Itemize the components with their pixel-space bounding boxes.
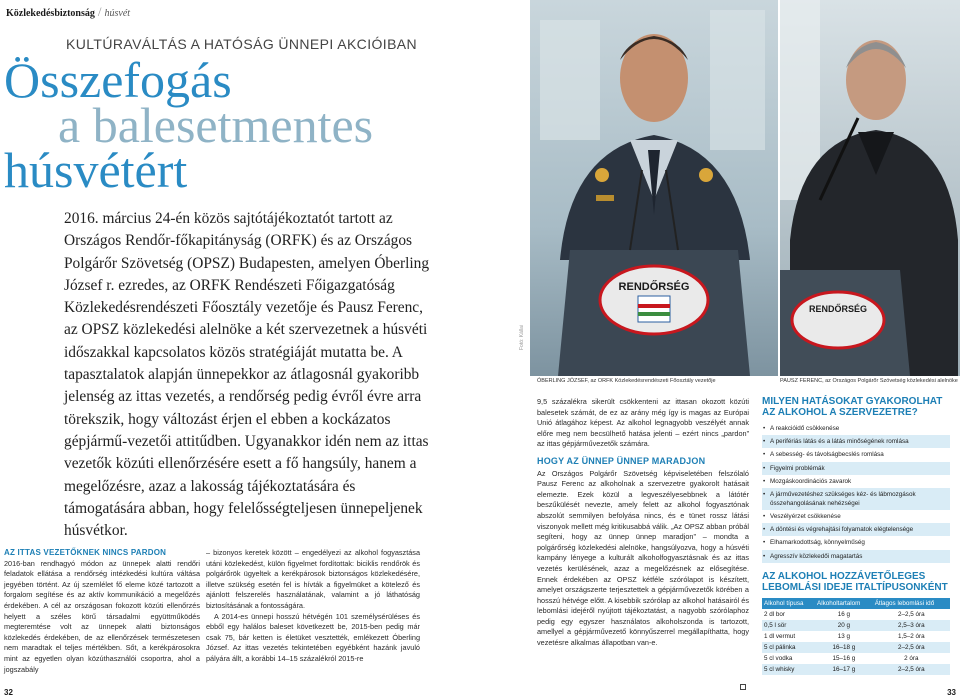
effects-list-item: • A döntési és végrehajtási folyamatok elégtelensége — [762, 523, 950, 536]
table-cell: 16–18 g — [815, 642, 873, 653]
body-paragraph: – bizonyos keretek között – engedélyezi az alkohol fogyasztása utáni közlekedést, külön figyelmet fordítottak: biciklis rendőrök és polgárőrök ügyeltek a kerékpárosok biztonságos közlekedésére, illetve szükség esetén fel is hívták a figyelmüket a kötelező és ajánlott felszerelés használatának, valamint a jó láthatóság biztosításának a fontosságára. — [206, 548, 420, 610]
alcohol-breakdown-table — [762, 598, 950, 675]
effects-list-item: • A sebesség- és távolságbecslés romlása — [762, 448, 950, 461]
table-cell: 20 g — [815, 620, 873, 631]
article-headline — [4, 52, 474, 198]
table-cell: 16–17 g — [815, 664, 873, 675]
table-cell: 13 g — [837, 632, 850, 640]
table-row — [762, 653, 950, 664]
effects-list-item: • A járművezetéshez szükséges kéz- és lábmozgások összehangolásának nehézségei — [762, 488, 950, 510]
article-kicker: KULTÚRAVÁLTÁS A HATÓSÁG ÜNNEPI AKCIÓIBAN — [66, 36, 418, 52]
photo-oberling — [530, 0, 778, 376]
table-cell: 2–2,5 óra — [873, 642, 950, 653]
section-heading-1: AZ ITTAS VEZETŐKNEK NINCS PARDON — [4, 548, 167, 557]
table-row — [762, 664, 950, 675]
running-header-left — [6, 4, 130, 20]
effects-list-item: • Elhamarkodottság, könnyelműség — [762, 536, 950, 549]
body-paragraph: A 2014-es ünnepi hosszú hétvégén 101 személysérüléses és ebből egy halálos baleset következett be, 2015-ben pedig már csak 75, bár ketten is életüket vesztették, emlékezett Óberling József. Az ittas vezetés tekintetében egyébként hazánk javuló pályára állt, a korábbi 14–15 százalékról 2015-re — [206, 611, 420, 663]
table-cell: 5 cl pálinka — [762, 642, 815, 653]
page-number-left: 32 — [4, 688, 13, 697]
table-row — [762, 631, 950, 642]
table-cell: 1 dl vermut — [764, 632, 796, 640]
section-heading-2: HOGY AZ ÜNNEP ÜNNEP MARADJON — [537, 455, 706, 466]
headline-line-2: a balesetmentes — [58, 97, 374, 153]
header-divider: / — [97, 4, 102, 19]
magazine-name: Közlekedésbiztonság — [6, 8, 95, 19]
body-column-1 — [4, 548, 200, 675]
page-number-right: 33 — [947, 688, 956, 697]
table-cell: 5 cl vodka — [764, 654, 793, 662]
table-cell: 16 g — [837, 610, 850, 618]
table-cell: 2–2,5 óra — [898, 610, 925, 618]
table-cell: 2,5–3 óra — [873, 620, 950, 631]
effects-list — [762, 422, 950, 563]
table-header-cell: Átlagos lebomlási idő — [873, 598, 950, 609]
table-header-cell: Alkohol típusa — [762, 598, 815, 609]
body-paragraph: 2016-ban rendhagyó módon az ünnepek alatti rendőri feladatok ellátása a rendőrség intézkedési kultúra váltása jegyében történt. Az új szemlélet fő eleme közé tartozott a forgalom segítése és az aktív kommunikáció a megelőzés érdekében. A cél az országosan fokozott közúti ellenőrzés helyett a széles körű társadalmi együttműködés megteremtése volt az ünnepek alatti biztonságos közlekedés érdekében, de az ellenőrzések természetesen nem maradtak el teljes mértékben. Sőt, a kerékpárosokra mint az egyetlen olyan közúthasználói csoportra, ahol a jogszabály — [4, 558, 200, 674]
body-paragraph: Az Országos Polgárőr Szövetség képviseletében felszólaló Pausz Ferenc az alkoholnak a szervezetre gyakorolt hatásait elemezte. Ezek közül a legveszélyesebbnek a látótér beszűkülését nevezte, amely felett az alkohol fogyasztónak abszolút semmilyen befolyása nincs, és e tünet rossz látási viszonyok mellett még kritikusabbá válik. „Az OPSZ abban próbál segíteni, hogy az ünnep ünnep maradjon” – mondta a polgárőrség közlekedési alelnöke, hangsúlyozva, hogy a húsvéti kampány lényege a kulturált alkoholfogyasztásnak és az ittas vezetés kerülésének, azaz a megelőzésnek az elősegítése. Ennek érdekében az OPSZ kétféle szórólapot is készített, amelyet országszerte terjesztettek a gépjárművezetők körében a hosszú hétvége előtt. A kisebbik szórólap az alkohol hatásairól és lebomlási idejéről nyújtott tájékoztatást, a nagyobb szórólaphoz pedig egy egyszer használatos alkoholszonda is tartozott, amellyel a gépjárművezető könnyűszerrel megállapíthatta, hogy vezetésre alkalmas állapotban van-e. — [537, 468, 749, 648]
photo-pausz — [780, 0, 960, 376]
table-cell: 5 cl whisky — [762, 664, 815, 675]
effects-list-item: • A reakcióidő csökkenése — [762, 422, 950, 435]
table-row — [762, 642, 950, 653]
photo-credit: Fotó: Kállai — [519, 324, 525, 350]
sidebar-heading-effects: MILYEN HATÁSOKAT GYAKOROLHAT AZ ALKOHOL A SZERVEZETRE? — [762, 396, 943, 418]
table-cell: 2 óra — [904, 654, 919, 662]
effects-list-item: • Figyelmi problémák — [762, 462, 950, 475]
body-paragraph: 9,5 százalékra sikerült csökkenteni az ittasan okozott közúti balesetek számát, de ez az arány még így is magas az Európai Unió átlagához képest. Az alkohol legnagyobb veszélyét annak előre meg nem becsülhető hatása jelenti – ezért nincs „pardon” az ittas gépjárművezetők számára. — [537, 397, 749, 449]
effects-list-item: • Mozgáskoordinációs zavarok — [762, 475, 950, 488]
table-row — [762, 620, 950, 631]
headline-line-1: Összefogás — [4, 52, 232, 108]
svg-text:RENDŐRSÉG: RENDŐRSÉG — [808, 304, 868, 314]
table-header-cell: Alkoholtartalom — [815, 598, 873, 609]
table-header-row — [762, 598, 950, 609]
article-lead: 2016. március 24-én közös sajtótájékoztatót tartott az Országos Rendőr-főkapitányság (ORFK) és az Országos Polgárőr Szövetség (OPSZ) Budapesten, amelyen Óberling József r. ezredes, az ORFK Rendészeti Főigazgatóság Közlekedésrendészeti Főosztály vezetője és Pausz Ferenc, az OPSZ közlekedési alelnöke a két szervezetnek a húsvéti időszakkal kapcsolatos közös stratégiáját mutatta be. A tapasztalatok alapján ünnepekkor az átlagosnál gyakoribb jelenség az ittas vezetés, a rendőrség pedig évről évre arra törekszik, hogy változást érjen el ebben a kockázatos gépjármű-vezetői attitűdben. Ugyanakkor idén nem az ittas vezetők közúti ellenőrzésére esett a fő hangsúly, hanem a megelőzésre, azaz a lakosság tájékoztatására és támogatására abban, hogy felelősségteljesen ünnepeljenek húsvétkor. — [64, 210, 430, 540]
table-cell: 0,5 l sör — [762, 620, 815, 631]
effects-list-item: • A perifériás látás és a látás minőségének romlása — [762, 435, 950, 448]
table-cell: 2–2,5 óra — [873, 664, 950, 675]
section-name: húsvét — [104, 8, 131, 19]
info-sidebar — [762, 396, 950, 675]
table-cell: 1,5–2 óra — [898, 632, 925, 640]
sidebar-heading-table: AZ ALKOHOL HOZZÁVETŐLEGES LEBOMLÁSI IDEJE ITALTÍPUSONKÉNT — [762, 570, 948, 593]
table-cell: 15–16 g — [832, 654, 856, 662]
body-column-3 — [537, 397, 749, 649]
effects-list-item: • Agresszív közlekedői magatartás — [762, 550, 950, 563]
photo-caption-1: ÓBERLING JÓZSEF, az ORFK Közlekedésrendészeti Főosztály vezetője — [537, 378, 716, 384]
table-cell: 2 dl bor — [764, 610, 786, 618]
table-row — [762, 609, 950, 620]
effects-list-item: • Veszélyérzet csökkenése — [762, 510, 950, 523]
photo-caption-2: PAUSZ FERENC, az Országos Polgárőr Szövetség közlekedési alelnöke — [780, 378, 958, 384]
headline-line-3: húsvétért — [4, 142, 188, 198]
body-column-2 — [206, 548, 420, 665]
svg-text:RENDŐRSÉG: RENDŐRSÉG — [618, 281, 690, 293]
article-end-mark — [740, 684, 746, 690]
